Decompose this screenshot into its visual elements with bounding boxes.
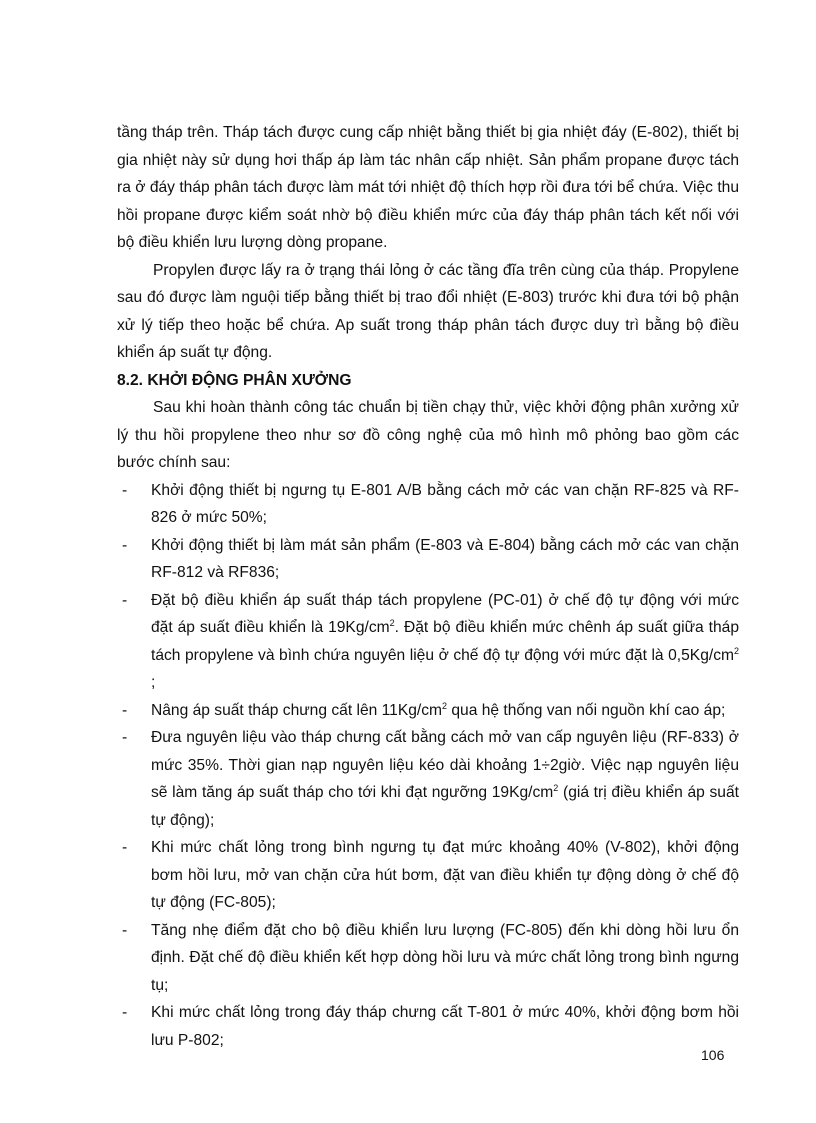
- step-text: (giá trị điều khiển áp suất tự động);: [151, 784, 739, 829]
- step-text: Khởi động thiết bị ngưng tụ E-801 A/B bằng cách mở các van chặn RF-825 và RF-826 ở mức 50%;: [151, 481, 739, 526]
- section-intro: Sau khi hoàn thành công tác chuẩn bị tiền chạy thử, việc khởi động phân xưởng xử lý thu hồi propylene theo như sơ đồ công nghệ của mô hình mô phỏng bao gồm các bước chính sau:: [117, 399, 739, 471]
- dash-bullet: -: [122, 591, 128, 609]
- step-text: Đặt bộ điều khiển áp suất tháp tách propylene (PC-01) ở chế độ tự động với mức đặt áp suất điều khiển là 19Kg/cm: [151, 591, 739, 636]
- list-item: [117, 697, 739, 725]
- step-text: ;: [151, 674, 156, 691]
- dash-bullet: -: [122, 536, 128, 554]
- paragraph-propane-separation: tầng tháp trên. Tháp tách được cung cấp nhiệt bằng thiết bị gia nhiệt đáy (E-802), thiết bị gia nhiệt này sử dụng hơi thấp áp làm tác nhân cấp nhiệt. Sản phẩm propane được tách ra ở đáy tháp phân tách được làm mát tới nhiệt độ thích hợp rồi đưa tới bể chứa. Việc thu hồi propane được kiểm soát nhờ bộ điều khiển mức của đáy tháp phân tách kết nối với bộ điều khiển lưu lượng dòng propane.: [117, 124, 739, 251]
- step-text: Khi mức chất lỏng trong đáy tháp chưng cất T-801 ở mức 40%, khởi động bơm hồi lưu P-802;: [151, 1004, 739, 1049]
- list-item: [117, 724, 739, 834]
- step-text: Tăng nhẹ điểm đặt cho bộ điều khiển lưu lượng (FC-805) đến khi dòng hồi lưu ổn định. Đặt chế độ điều khiển kết hợp dòng hồi lưu và mức chất lỏng trong bình ngưng tụ;: [151, 921, 739, 994]
- superscript: 2: [442, 700, 448, 711]
- dash-bullet: -: [122, 481, 128, 499]
- step-text: qua hệ thống van nối nguồn khí cao áp;: [447, 701, 726, 719]
- dash-bullet: -: [122, 1004, 128, 1021]
- list-item: [117, 999, 739, 1054]
- dash-bullet: -: [122, 701, 128, 719]
- superscript: 2: [553, 783, 559, 793]
- section-heading: 8.2. KHỞI ĐỘNG PHÂN XƯỞNG: [117, 371, 352, 389]
- step-text: Đưa nguyên liệu vào tháp chưng cất bằng cách mở van cấp nguyên liệu (RF-833) ở mức 35%. Thời gian nạp nguyên liệu kéo dài khoảng 1÷2giờ. Việc nạp nguyên liệu sẽ làm tăng áp suất tháp cho tới khi đạt ngưỡng 19Kg/cm: [151, 729, 739, 801]
- step-text: Khi mức chất lỏng trong bình ngưng tụ đạt mức khoảng 40% (V-802), khởi động bơm hồi lưu, mở van chặn cửa hút bơm, đặt van điều khiển tự động dòng ở chế độ tự động (FC-805);: [151, 839, 739, 911]
- superscript: 2: [733, 645, 739, 656]
- list-item: [117, 917, 739, 1000]
- list-item: [117, 587, 739, 697]
- document-page: [117, 119, 739, 1054]
- step-text: Nâng áp suất tháp chưng cất lên 11Kg/cm: [151, 701, 443, 719]
- dash-bullet: -: [122, 729, 128, 746]
- step-text: Khởi động thiết bị làm mát sản phẩm (E-803 và E-804) bằng cách mở các van chặn RF-812 và RF836;: [151, 536, 739, 581]
- page-number: 106: [701, 1047, 725, 1063]
- list-item: [117, 532, 739, 587]
- startup-steps-list: [117, 477, 739, 1055]
- paragraph-propylene-withdrawal: Propylen được lấy ra ở trạng thái lỏng ở các tầng đĩa trên cùng của tháp. Propylene sau đó được làm nguội tiếp bằng thiết bị trao đổi nhiệt (E-803) trước khi đưa tới bộ phận xử lý tiếp theo hoặc bể chứa. Ap suất trong tháp phân tách được duy trì bằng bộ điều khiển áp suất tự động.: [117, 261, 739, 361]
- list-item: [117, 477, 739, 532]
- superscript: 2: [389, 618, 395, 628]
- dash-bullet: -: [122, 921, 128, 939]
- step-text: . Đặt bộ điều khiển mức chênh áp suất giữa tháp tách propylene và bình chứa nguyên liệu ở chế độ tự động với mức đặt là 0,5Kg/cm: [151, 619, 739, 664]
- list-item: [117, 834, 739, 917]
- dash-bullet: -: [122, 839, 128, 856]
